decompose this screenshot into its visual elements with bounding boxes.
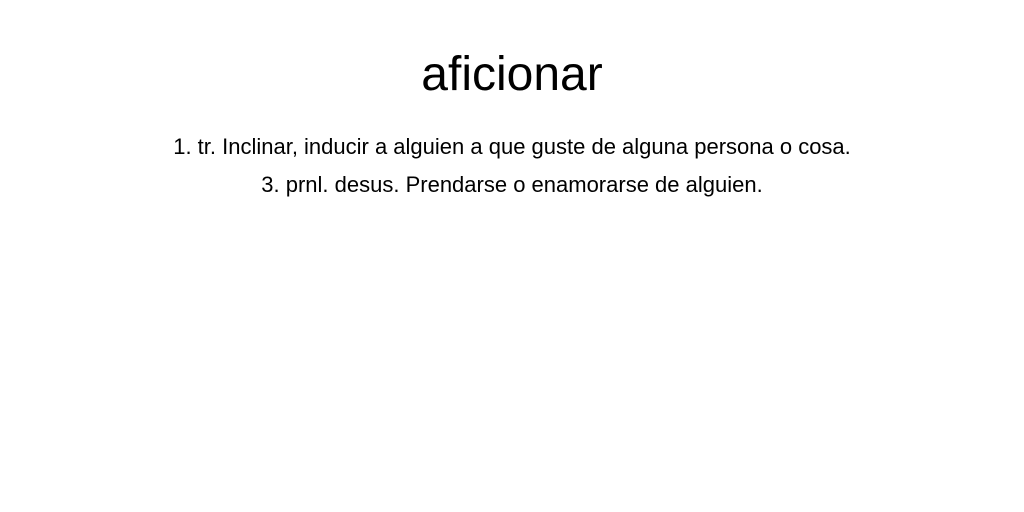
- headword: aficionar: [421, 48, 603, 101]
- definition-list: [0, 128, 1024, 204]
- definition-1: 1. tr. Inclinar, inducir a alguien a que guste de alguna persona o cosa.: [173, 134, 851, 159]
- definition-3: 3. prnl. desus. Prendarse o enamorarse de alguien.: [261, 172, 763, 197]
